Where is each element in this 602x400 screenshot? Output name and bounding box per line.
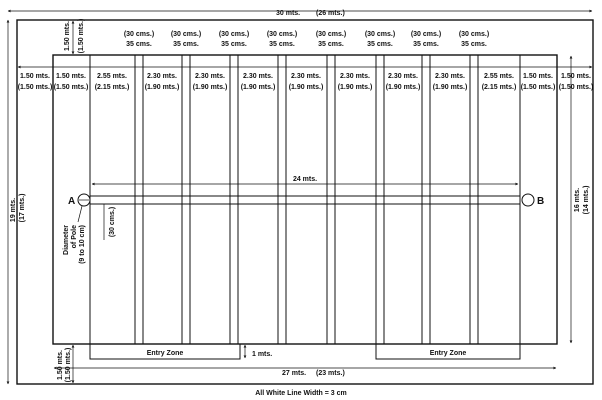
bottom-margin-label: 1.50 mts.	[57, 350, 64, 380]
cross-lane-label: 35 cms.	[461, 41, 487, 48]
court-boundary	[53, 55, 557, 344]
cross-lane-alt: (30 cms.)	[218, 31, 250, 38]
post-b-label: B	[537, 196, 545, 207]
lane-width-label: 2.30 mts.	[147, 73, 177, 80]
lane-width-label: 2.30 mts.	[243, 73, 273, 80]
cross-lane-alt: (30 cms.)	[266, 31, 298, 38]
lane-width-labels	[18, 73, 594, 91]
entry-depth-label: 1 mts.	[252, 351, 273, 358]
entry-zone-right-label: Entry Zone	[429, 350, 467, 357]
cross-lane-label: 35 cms.	[221, 41, 247, 48]
overall-width-alt: (26 mts.)	[316, 10, 345, 17]
lane-width-alt: (1.90 mts.)	[337, 84, 373, 91]
pole-diameter-annotation	[63, 225, 86, 264]
diameter-leader-line	[78, 206, 82, 222]
court-height-alt: (14 mts.)	[583, 185, 590, 215]
cross-lane-alt: (30 cms.)	[170, 31, 202, 38]
lane-width-label: 1.50 mts.	[20, 73, 50, 80]
cross-lane-label: 35 cms.	[126, 41, 152, 48]
lane-width-label: 2.30 mts.	[291, 73, 321, 80]
lane-width-label: 1.50 mts.	[561, 73, 591, 80]
lane-width-alt: (1.90 mts.)	[240, 84, 276, 91]
cross-lane-label: 35 cms.	[269, 41, 295, 48]
lane-width-alt: (1.50 mts.)	[558, 84, 594, 91]
cross-lane-label: 35 cms.	[173, 41, 199, 48]
cross-lane-label: 35 cms.	[367, 41, 393, 48]
overall-height-label: 19 mts.	[10, 197, 17, 223]
lane-width-alt: (1.50 mts.)	[520, 84, 556, 91]
post-b-pole	[522, 194, 534, 206]
diameter-line-3: (9 to 10 cm)	[79, 225, 86, 264]
lane-width-alt: (1.50 mts.)	[53, 84, 89, 91]
cross-lane-alt: (30 cms.)	[364, 31, 396, 38]
post-a-label: A	[68, 196, 76, 207]
cross-lane-label: 35 cms.	[318, 41, 344, 48]
lane-width-alt: (1.90 mts.)	[192, 84, 228, 91]
cross-lane-label: 35 cms.	[413, 41, 439, 48]
lane-width-alt: (1.90 mts.)	[144, 84, 180, 91]
lane-width-alt: (1.90 mts.)	[288, 84, 324, 91]
cross-lane-alt: (30 cms.)	[123, 31, 155, 38]
diameter-line-1: Diameter	[63, 225, 70, 255]
court-height-label: 16 mts.	[574, 187, 581, 213]
central-lane-width-label: (30 cms.)	[109, 206, 116, 238]
cross-lane-alt: (30 cms.)	[458, 31, 490, 38]
entry-zone-left-label: Entry Zone	[146, 350, 184, 357]
lane-width-label: 2.30 mts.	[340, 73, 370, 80]
lane-width-alt: (1.90 mts.)	[432, 84, 468, 91]
lane-width-alt: (2.15 mts.)	[481, 84, 517, 91]
lane-width-label: 2.30 mts.	[435, 73, 465, 80]
cross-lane-alt: (30 cms.)	[315, 31, 347, 38]
lane-width-label: 2.55 mts.	[484, 73, 514, 80]
top-margin-alt: (1.50 mts.)	[78, 18, 85, 54]
lane-width-alt: (1.50 mts.)	[17, 84, 53, 91]
bottom-margin-alt: (1.50 mts.)	[65, 347, 72, 383]
cross-lane-alt: (30 cms.)	[410, 31, 442, 38]
overall-width-label: 30 mts.	[276, 10, 301, 17]
lane-width-label: 2.30 mts.	[388, 73, 418, 80]
diameter-line-2: of Pole	[71, 225, 78, 249]
lane-width-alt: (2.15 mts.)	[94, 84, 130, 91]
overall-height-alt: (17 mts.)	[19, 193, 26, 223]
footer-note: All White Line Width = 3 cm	[255, 390, 347, 397]
lane-width-alt: (1.90 mts.)	[385, 84, 421, 91]
court-length-label: 27 mts.	[282, 370, 307, 377]
cross-lane-lines	[135, 55, 478, 344]
lane-width-label: 1.50 mts.	[523, 73, 553, 80]
cross-lane-labels	[124, 31, 489, 48]
court-length-alt: (23 mts.)	[316, 370, 345, 377]
lane-width-label: 1.50 mts.	[56, 73, 86, 80]
central-lane	[90, 196, 520, 204]
lane-width-label: 2.55 mts.	[97, 73, 127, 80]
central-lane-length-label: 24 mts.	[292, 176, 318, 183]
lane-width-label: 2.30 mts.	[195, 73, 225, 80]
top-margin-label: 1.50 mts.	[64, 21, 71, 51]
